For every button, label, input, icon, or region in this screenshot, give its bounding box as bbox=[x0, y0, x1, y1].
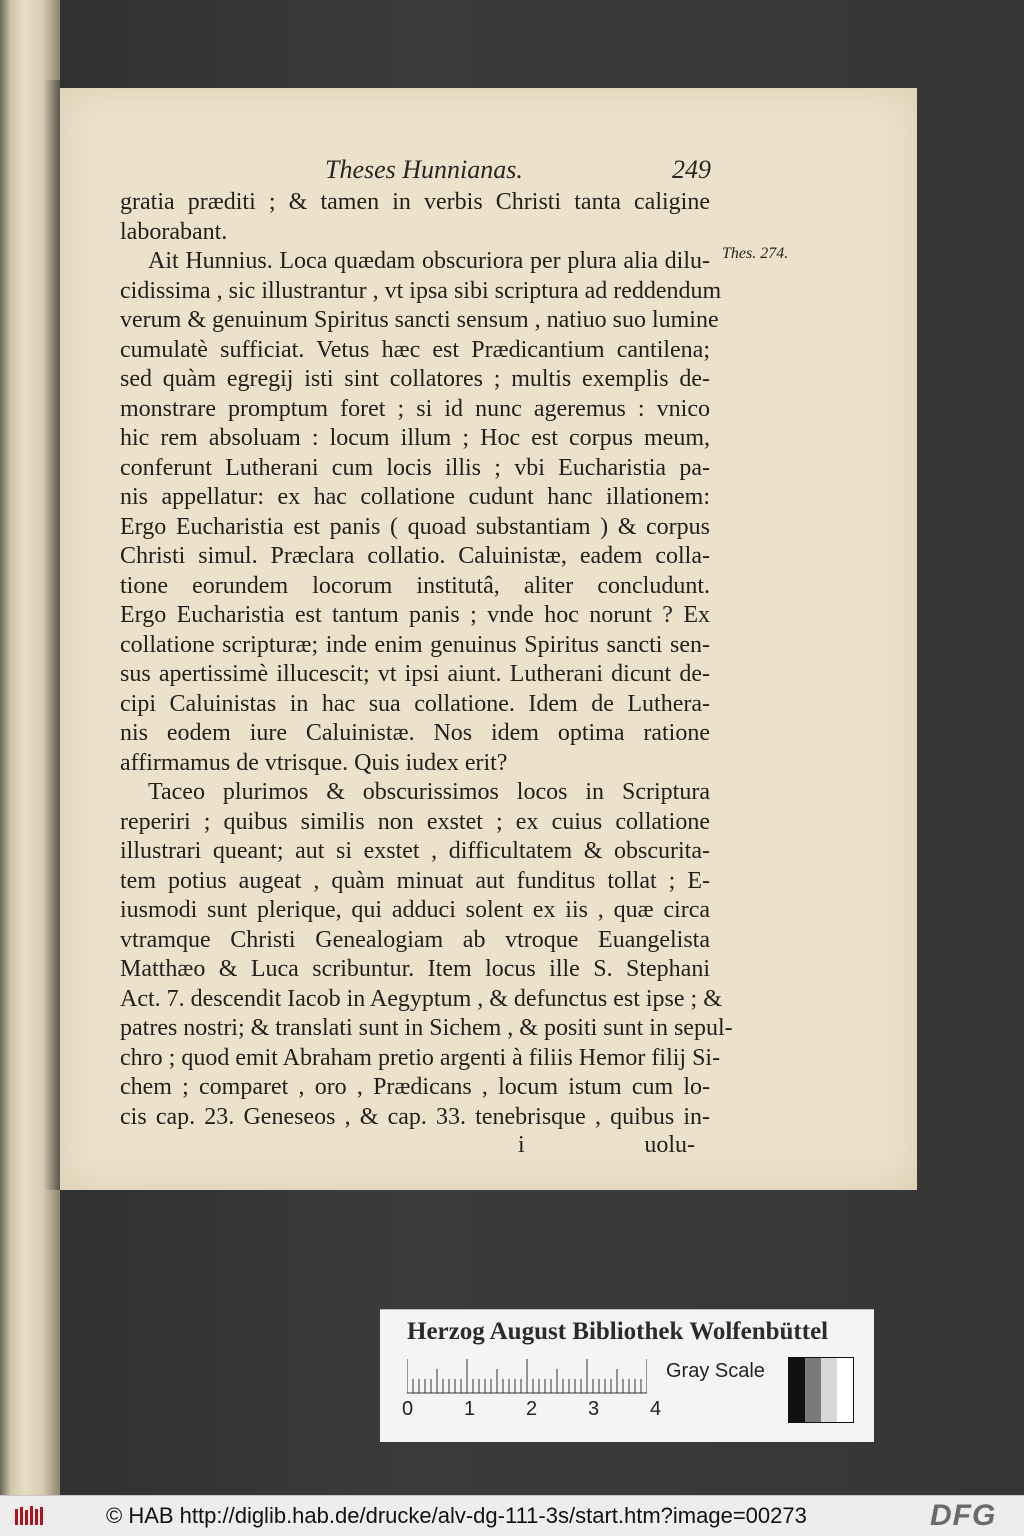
swatch-light-gray bbox=[821, 1358, 837, 1422]
text-line: tem potius augeat , quàm minuat aut funditus tollat ; E- bbox=[120, 867, 710, 894]
page-number: 249 bbox=[672, 155, 711, 184]
dfg-logo: DFG bbox=[930, 1499, 997, 1532]
footer-source-link[interactable]: © HAB http://diglib.hab.de/drucke/alv-dg-111-3s/start.htm?image=00273 bbox=[106, 1503, 807, 1528]
text-line: conferunt Lutherani cum locis illis ; vbi Eucharistia pa- bbox=[120, 454, 710, 481]
text-line: Ait Hunnius. Loca quædam obscuriora per plura alia dilu- bbox=[148, 248, 710, 274]
catchword-line bbox=[120, 1132, 710, 1162]
library-name: Herzog August Bibliothek Wolfenbüttel bbox=[407, 1318, 829, 1345]
text-line: chem ; comparet , oro , Prædicans , locum istum cum lo- bbox=[120, 1074, 710, 1100]
swatch-dark-gray bbox=[805, 1358, 821, 1422]
text-line: Ergo Eucharistia est tantum panis ; vnde hoc norunt ? Ex bbox=[120, 602, 710, 628]
text-line: verum & genuinum Spiritus sancti sensum , natiuo suo lumine bbox=[120, 307, 719, 333]
text-line: hic rem absoluam : locum illum ; Hoc est corpus meum, bbox=[120, 425, 710, 451]
footer-bar bbox=[0, 1495, 1024, 1536]
text-line: cipi Caluinistas in hac sua collatione. Idem de Luthera- bbox=[120, 690, 710, 717]
text-line: Taceo plurimos & obscurissimos locos in Scriptura bbox=[148, 779, 710, 805]
margin-note: Thes. 274. bbox=[722, 245, 789, 262]
text-line: laborabant. bbox=[120, 218, 228, 245]
text-line: monstrare promptum foret ; si id nunc ageremus : vnico bbox=[120, 395, 710, 422]
text-line: affirmamus de vtrisque. Quis iudex erit? bbox=[120, 749, 508, 776]
ruler-digits bbox=[400, 1398, 660, 1428]
ruler-digit: 4 bbox=[650, 1398, 662, 1420]
text-line: sed quàm egregij isti sint collatores ; multis exemplis de- bbox=[120, 366, 710, 392]
text-line: Act. 7. descendit Iacob in Aegyptum , & defunctus est ipse ; & bbox=[120, 985, 722, 1012]
text-line: nis appellatur: ex hac collatione cudunt hanc illationem: bbox=[120, 484, 710, 510]
text-line: vtramque Christi Genealogiam ab vtroque Euangelista bbox=[120, 926, 710, 953]
ruler-digit: 1 bbox=[464, 1398, 476, 1420]
text-line: sus apertissimè illucescit; vt ipsi aiunt. Lutherani dicunt de- bbox=[120, 661, 710, 687]
text-line: cidissima , sic illustrantur , vt ipsa sibi scriptura ad reddendum bbox=[120, 277, 722, 304]
scale-ruler bbox=[407, 1358, 647, 1394]
swatch-white bbox=[837, 1358, 853, 1422]
text-line: iusmodi sunt plerique, qui adduci solent ex iis , quæ circa bbox=[120, 897, 710, 923]
text-line: patres nostri; & translati sunt in Sichem , & positi sunt in sepul- bbox=[120, 1015, 733, 1041]
gray-scale-swatches bbox=[788, 1357, 854, 1423]
library-label bbox=[380, 1309, 874, 1442]
text-line: Christi simul. Præclara collatio. Caluinistæ, eadem colla- bbox=[120, 543, 710, 569]
text-line: nis eodem iure Caluinistæ. Nos idem optima ratione bbox=[120, 720, 710, 746]
text-line: cis cap. 23. Geneseos , & cap. 33. tenebrisque , quibus in- bbox=[120, 1103, 710, 1130]
text-line: Matthæo & Luca scribuntur. Item locus ille S. Stephani bbox=[120, 956, 710, 982]
text-line: cumulatè sufficiat. Vetus hæc est Prædicantium cantilena; bbox=[120, 336, 710, 363]
previous-page-edge bbox=[0, 0, 60, 1495]
text-line: Ergo Eucharistia est panis ( quoad substantiam ) & corpus bbox=[120, 513, 710, 540]
text-line: reperiri ; quibus similis non exstet ; ex cuius collatione bbox=[120, 808, 710, 835]
running-head: Theses Hunnianas. bbox=[325, 155, 523, 184]
signature-mark: i bbox=[518, 1132, 525, 1158]
swatch-black bbox=[789, 1358, 805, 1422]
catchword: uolu- bbox=[644, 1132, 695, 1158]
text-line: collatione scripturæ; inde enim genuinus Spiritus sancti sen- bbox=[120, 631, 710, 658]
body-text bbox=[120, 188, 733, 1132]
ruler-digit: 0 bbox=[402, 1398, 414, 1420]
ruler-digit: 3 bbox=[588, 1398, 600, 1420]
text-line: tione eorundem locorum institutâ, aliter concludunt. bbox=[120, 572, 710, 599]
hab-logo-icon bbox=[14, 1505, 48, 1527]
text-line: illustrari queant; aut si exstet , difficultatem & obscurita- bbox=[120, 838, 710, 864]
ruler-digit: 2 bbox=[526, 1398, 538, 1420]
gray-scale-label: Gray Scale bbox=[666, 1360, 765, 1382]
text-line: chro ; quod emit Abraham pretio argenti à filiis Hemor filij Si- bbox=[120, 1044, 721, 1071]
text-line: gratia præditi ; & tamen in verbis Christi tanta caligine bbox=[120, 189, 710, 215]
